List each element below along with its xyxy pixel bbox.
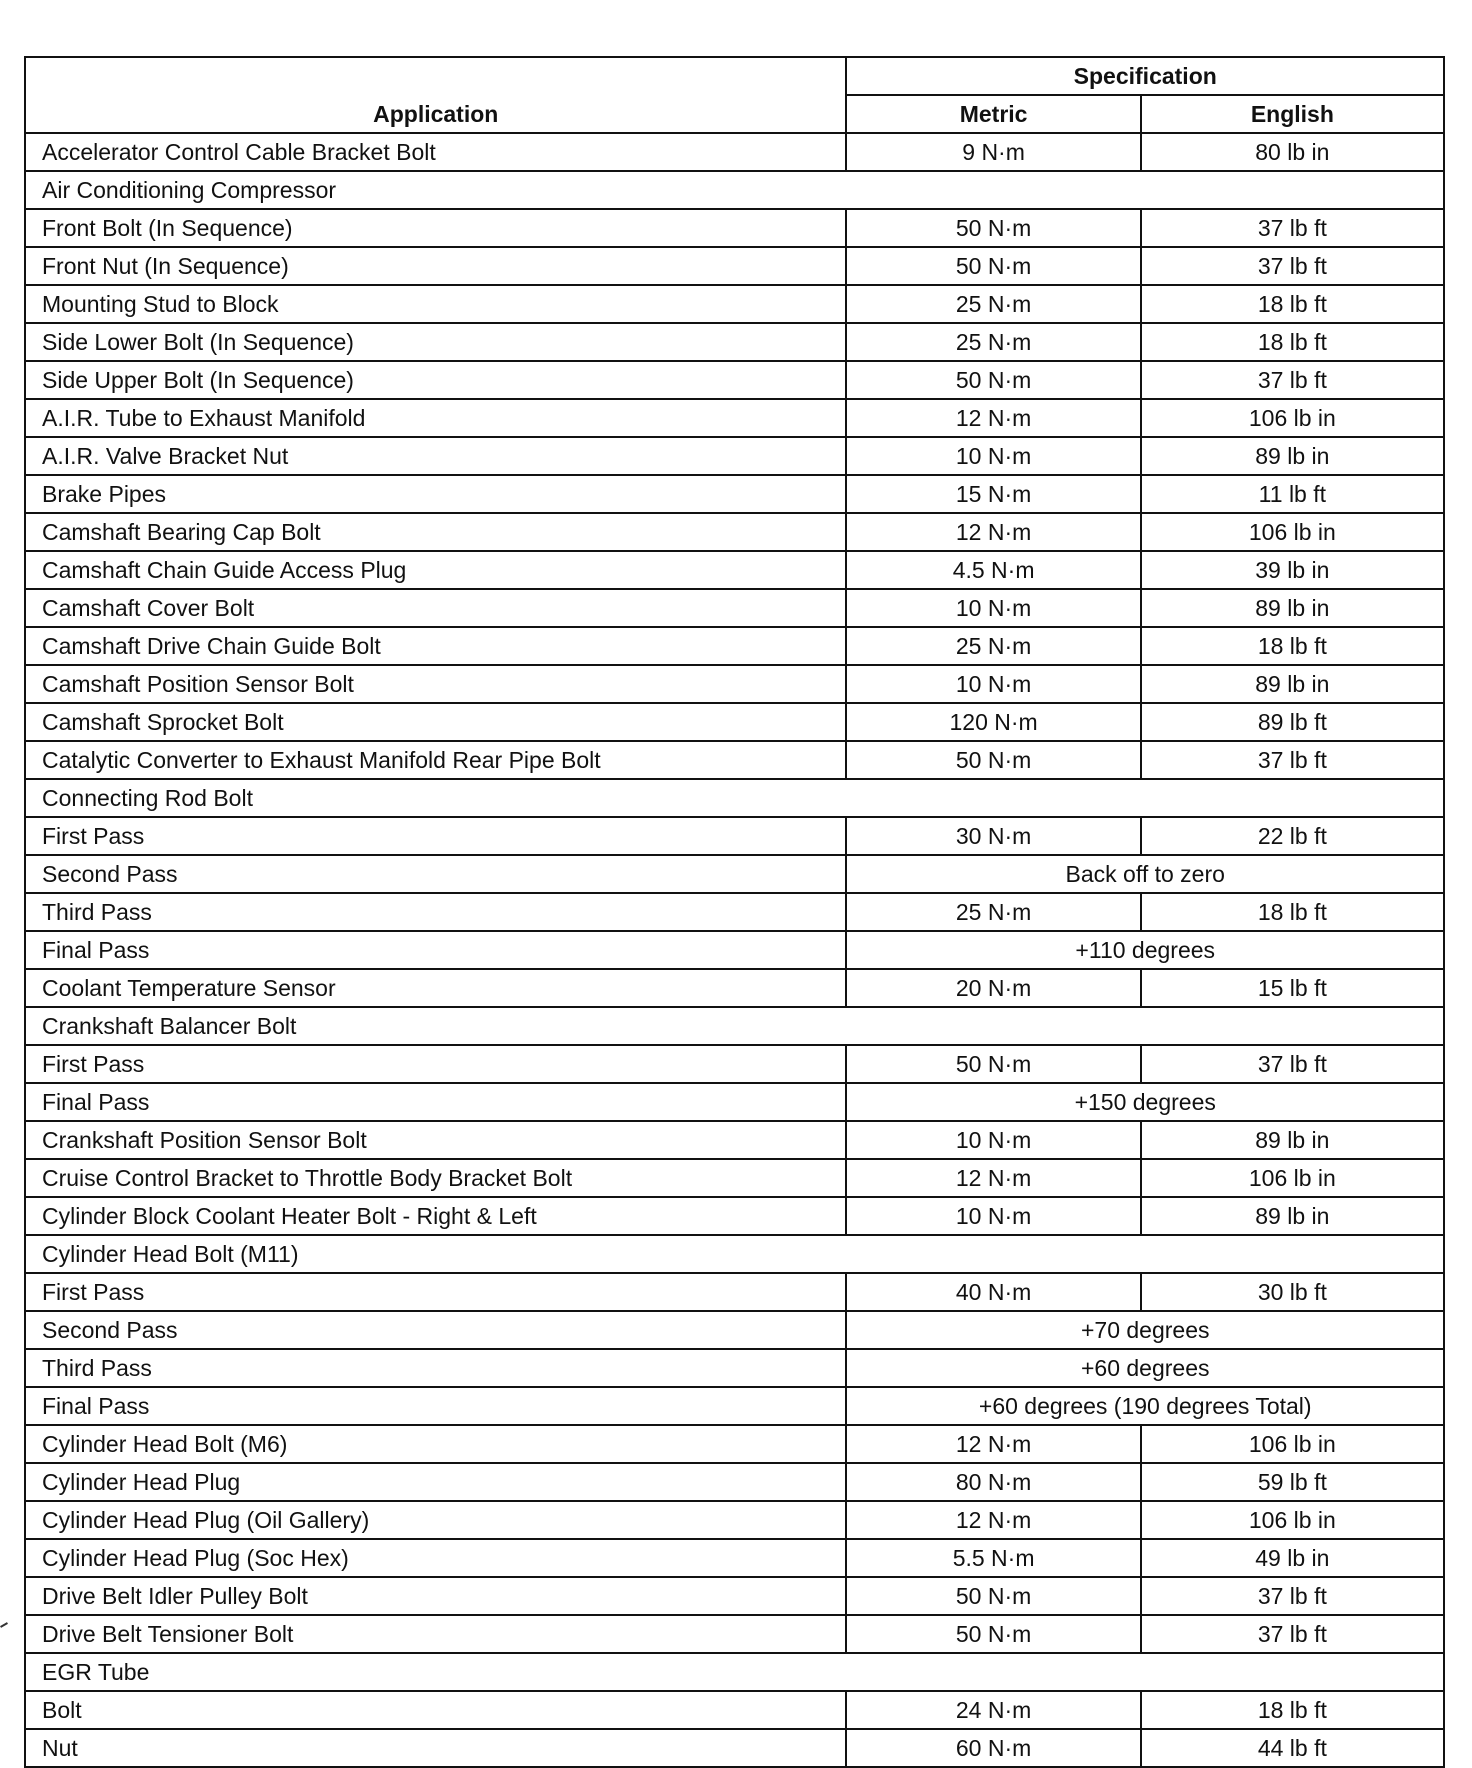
application-cell: Cylinder Head Plug (Soc Hex) [25,1539,846,1577]
english-cell: 37 lb ft [1141,1045,1444,1083]
table-row [25,437,1444,475]
table-row [25,1577,1444,1615]
table-row [25,1197,1444,1235]
metric-cell: 12 N·m [846,1501,1140,1539]
table-row [25,1083,1444,1121]
application-cell: Bolt [25,1691,846,1729]
metric-cell: 80 N·m [846,1463,1140,1501]
english-cell: 11 lb ft [1141,475,1444,513]
english-cell: 59 lb ft [1141,1463,1444,1501]
english-cell: 39 lb in [1141,551,1444,589]
table-row [25,779,1444,817]
application-cell: First Pass [25,817,846,855]
table-body [25,133,1444,1767]
application-cell: Third Pass [25,1349,846,1387]
application-cell: First Pass [25,1045,846,1083]
application-cell: Drive Belt Idler Pulley Bolt [25,1577,846,1615]
table-row [25,741,1444,779]
application-cell: Third Pass [25,893,846,931]
application-cell: Final Pass [25,1387,846,1425]
application-cell: Front Nut (In Sequence) [25,247,846,285]
table-row [25,1653,1444,1691]
group-label: EGR Tube [25,1653,1444,1691]
table-row [25,1463,1444,1501]
english-cell: 106 lb in [1141,1159,1444,1197]
metric-cell: 10 N·m [846,1197,1140,1235]
english-cell: 44 lb ft [1141,1729,1444,1767]
table-row [25,665,1444,703]
english-cell: 89 lb in [1141,437,1444,475]
metric-cell: 10 N·m [846,1121,1140,1159]
spec-span-cell: +110 degrees [846,931,1444,969]
table-row [25,285,1444,323]
application-cell: Final Pass [25,931,846,969]
group-label: Connecting Rod Bolt [25,779,1444,817]
application-cell: Camshaft Chain Guide Access Plug [25,551,846,589]
metric-cell: 50 N·m [846,1577,1140,1615]
metric-cell: 50 N·m [846,209,1140,247]
scan-mark [0,1622,8,1628]
table-row [25,855,1444,893]
english-cell: 37 lb ft [1141,209,1444,247]
table-row [25,1615,1444,1653]
metric-header: Metric [846,95,1140,133]
table-row [25,133,1444,171]
english-cell: 89 lb in [1141,1121,1444,1159]
metric-cell: 50 N·m [846,361,1140,399]
table-row [25,703,1444,741]
application-cell: Camshaft Position Sensor Bolt [25,665,846,703]
english-header: English [1141,95,1444,133]
application-cell: Accelerator Control Cable Bracket Bolt [25,133,846,171]
application-cell: Front Bolt (In Sequence) [25,209,846,247]
english-cell: 80 lb in [1141,133,1444,171]
table-row [25,627,1444,665]
table-row [25,361,1444,399]
table-row [25,1045,1444,1083]
application-cell: Final Pass [25,1083,846,1121]
metric-cell: 12 N·m [846,1425,1140,1463]
table-row [25,1311,1444,1349]
metric-cell: 5.5 N·m [846,1539,1140,1577]
table-row [25,893,1444,931]
table-row [25,1539,1444,1577]
english-cell: 37 lb ft [1141,361,1444,399]
table-row [25,209,1444,247]
metric-cell: 12 N·m [846,399,1140,437]
metric-cell: 50 N·m [846,1615,1140,1653]
english-cell: 37 lb ft [1141,1577,1444,1615]
english-cell: 18 lb ft [1141,285,1444,323]
table-row [25,399,1444,437]
metric-cell: 12 N·m [846,513,1140,551]
group-label: Air Conditioning Compressor [25,171,1444,209]
application-cell: A.I.R. Tube to Exhaust Manifold [25,399,846,437]
metric-cell: 24 N·m [846,1691,1140,1729]
table-row [25,1501,1444,1539]
application-cell: Cylinder Head Plug (Oil Gallery) [25,1501,846,1539]
specification-header: Specification [846,57,1444,95]
english-cell: 89 lb in [1141,589,1444,627]
table-row [25,171,1444,209]
english-cell: 18 lb ft [1141,323,1444,361]
english-cell: 30 lb ft [1141,1273,1444,1311]
metric-cell: 50 N·m [846,741,1140,779]
application-cell: A.I.R. Valve Bracket Nut [25,437,846,475]
spec-span-cell: Back off to zero [846,855,1444,893]
application-cell: Cruise Control Bracket to Throttle Body Bracket Bolt [25,1159,846,1197]
english-cell: 37 lb ft [1141,1615,1444,1653]
metric-cell: 15 N·m [846,475,1140,513]
spec-span-cell: +60 degrees (190 degrees Total) [846,1387,1444,1425]
english-cell: 106 lb in [1141,399,1444,437]
english-cell: 18 lb ft [1141,893,1444,931]
table-row [25,323,1444,361]
metric-cell: 50 N·m [846,247,1140,285]
metric-cell: 20 N·m [846,969,1140,1007]
table-row [25,1159,1444,1197]
application-cell: Camshaft Bearing Cap Bolt [25,513,846,551]
metric-cell: 40 N·m [846,1273,1140,1311]
metric-cell: 120 N·m [846,703,1140,741]
metric-cell: 10 N·m [846,589,1140,627]
torque-spec-table [24,56,1445,1768]
table-row [25,969,1444,1007]
english-cell: 49 lb in [1141,1539,1444,1577]
table-row [25,475,1444,513]
table-row [25,1691,1444,1729]
english-cell: 18 lb ft [1141,627,1444,665]
application-cell: Camshaft Cover Bolt [25,589,846,627]
english-cell: 106 lb in [1141,513,1444,551]
english-cell: 106 lb in [1141,1425,1444,1463]
application-cell: Side Lower Bolt (In Sequence) [25,323,846,361]
application-cell: Coolant Temperature Sensor [25,969,846,1007]
metric-cell: 10 N·m [846,437,1140,475]
application-cell: Mounting Stud to Block [25,285,846,323]
english-cell: 15 lb ft [1141,969,1444,1007]
metric-cell: 25 N·m [846,323,1140,361]
table-row [25,1349,1444,1387]
english-cell: 106 lb in [1141,1501,1444,1539]
metric-cell: 10 N·m [846,665,1140,703]
table-row [25,247,1444,285]
table-row [25,513,1444,551]
table-row [25,551,1444,589]
table-row [25,1273,1444,1311]
metric-cell: 50 N·m [846,1045,1140,1083]
english-cell: 89 lb in [1141,665,1444,703]
application-cell: Nut [25,1729,846,1767]
table-row [25,1007,1444,1045]
application-cell: Cylinder Head Bolt (M6) [25,1425,846,1463]
application-cell: Side Upper Bolt (In Sequence) [25,361,846,399]
english-cell: 89 lb ft [1141,703,1444,741]
application-cell: Second Pass [25,855,846,893]
metric-cell: 25 N·m [846,285,1140,323]
metric-cell: 12 N·m [846,1159,1140,1197]
table-header [25,57,1444,133]
table-row [25,1425,1444,1463]
application-cell: Brake Pipes [25,475,846,513]
application-cell: Cylinder Block Coolant Heater Bolt - Right & Left [25,1197,846,1235]
english-cell: 22 lb ft [1141,817,1444,855]
spec-span-cell: +60 degrees [846,1349,1444,1387]
metric-cell: 9 N·m [846,133,1140,171]
english-cell: 37 lb ft [1141,247,1444,285]
table-row [25,589,1444,627]
table-row [25,1729,1444,1767]
metric-cell: 4.5 N·m [846,551,1140,589]
spec-span-cell: +150 degrees [846,1083,1444,1121]
application-cell: Camshaft Drive Chain Guide Bolt [25,627,846,665]
spec-span-cell: +70 degrees [846,1311,1444,1349]
metric-cell: 30 N·m [846,817,1140,855]
table-row [25,931,1444,969]
application-cell: Cylinder Head Plug [25,1463,846,1501]
group-label: Cylinder Head Bolt (M11) [25,1235,1444,1273]
application-cell: Catalytic Converter to Exhaust Manifold Rear Pipe Bolt [25,741,846,779]
english-cell: 18 lb ft [1141,1691,1444,1729]
metric-cell: 25 N·m [846,627,1140,665]
table-row [25,1387,1444,1425]
table-row [25,1235,1444,1273]
metric-cell: 60 N·m [846,1729,1140,1767]
english-cell: 89 lb in [1141,1197,1444,1235]
table-row [25,1121,1444,1159]
application-cell: Camshaft Sprocket Bolt [25,703,846,741]
group-label: Crankshaft Balancer Bolt [25,1007,1444,1045]
application-cell: Drive Belt Tensioner Bolt [25,1615,846,1653]
application-header: Application [25,57,846,133]
metric-cell: 25 N·m [846,893,1140,931]
application-cell: First Pass [25,1273,846,1311]
english-cell: 37 lb ft [1141,741,1444,779]
application-cell: Second Pass [25,1311,846,1349]
table-row [25,817,1444,855]
application-cell: Crankshaft Position Sensor Bolt [25,1121,846,1159]
